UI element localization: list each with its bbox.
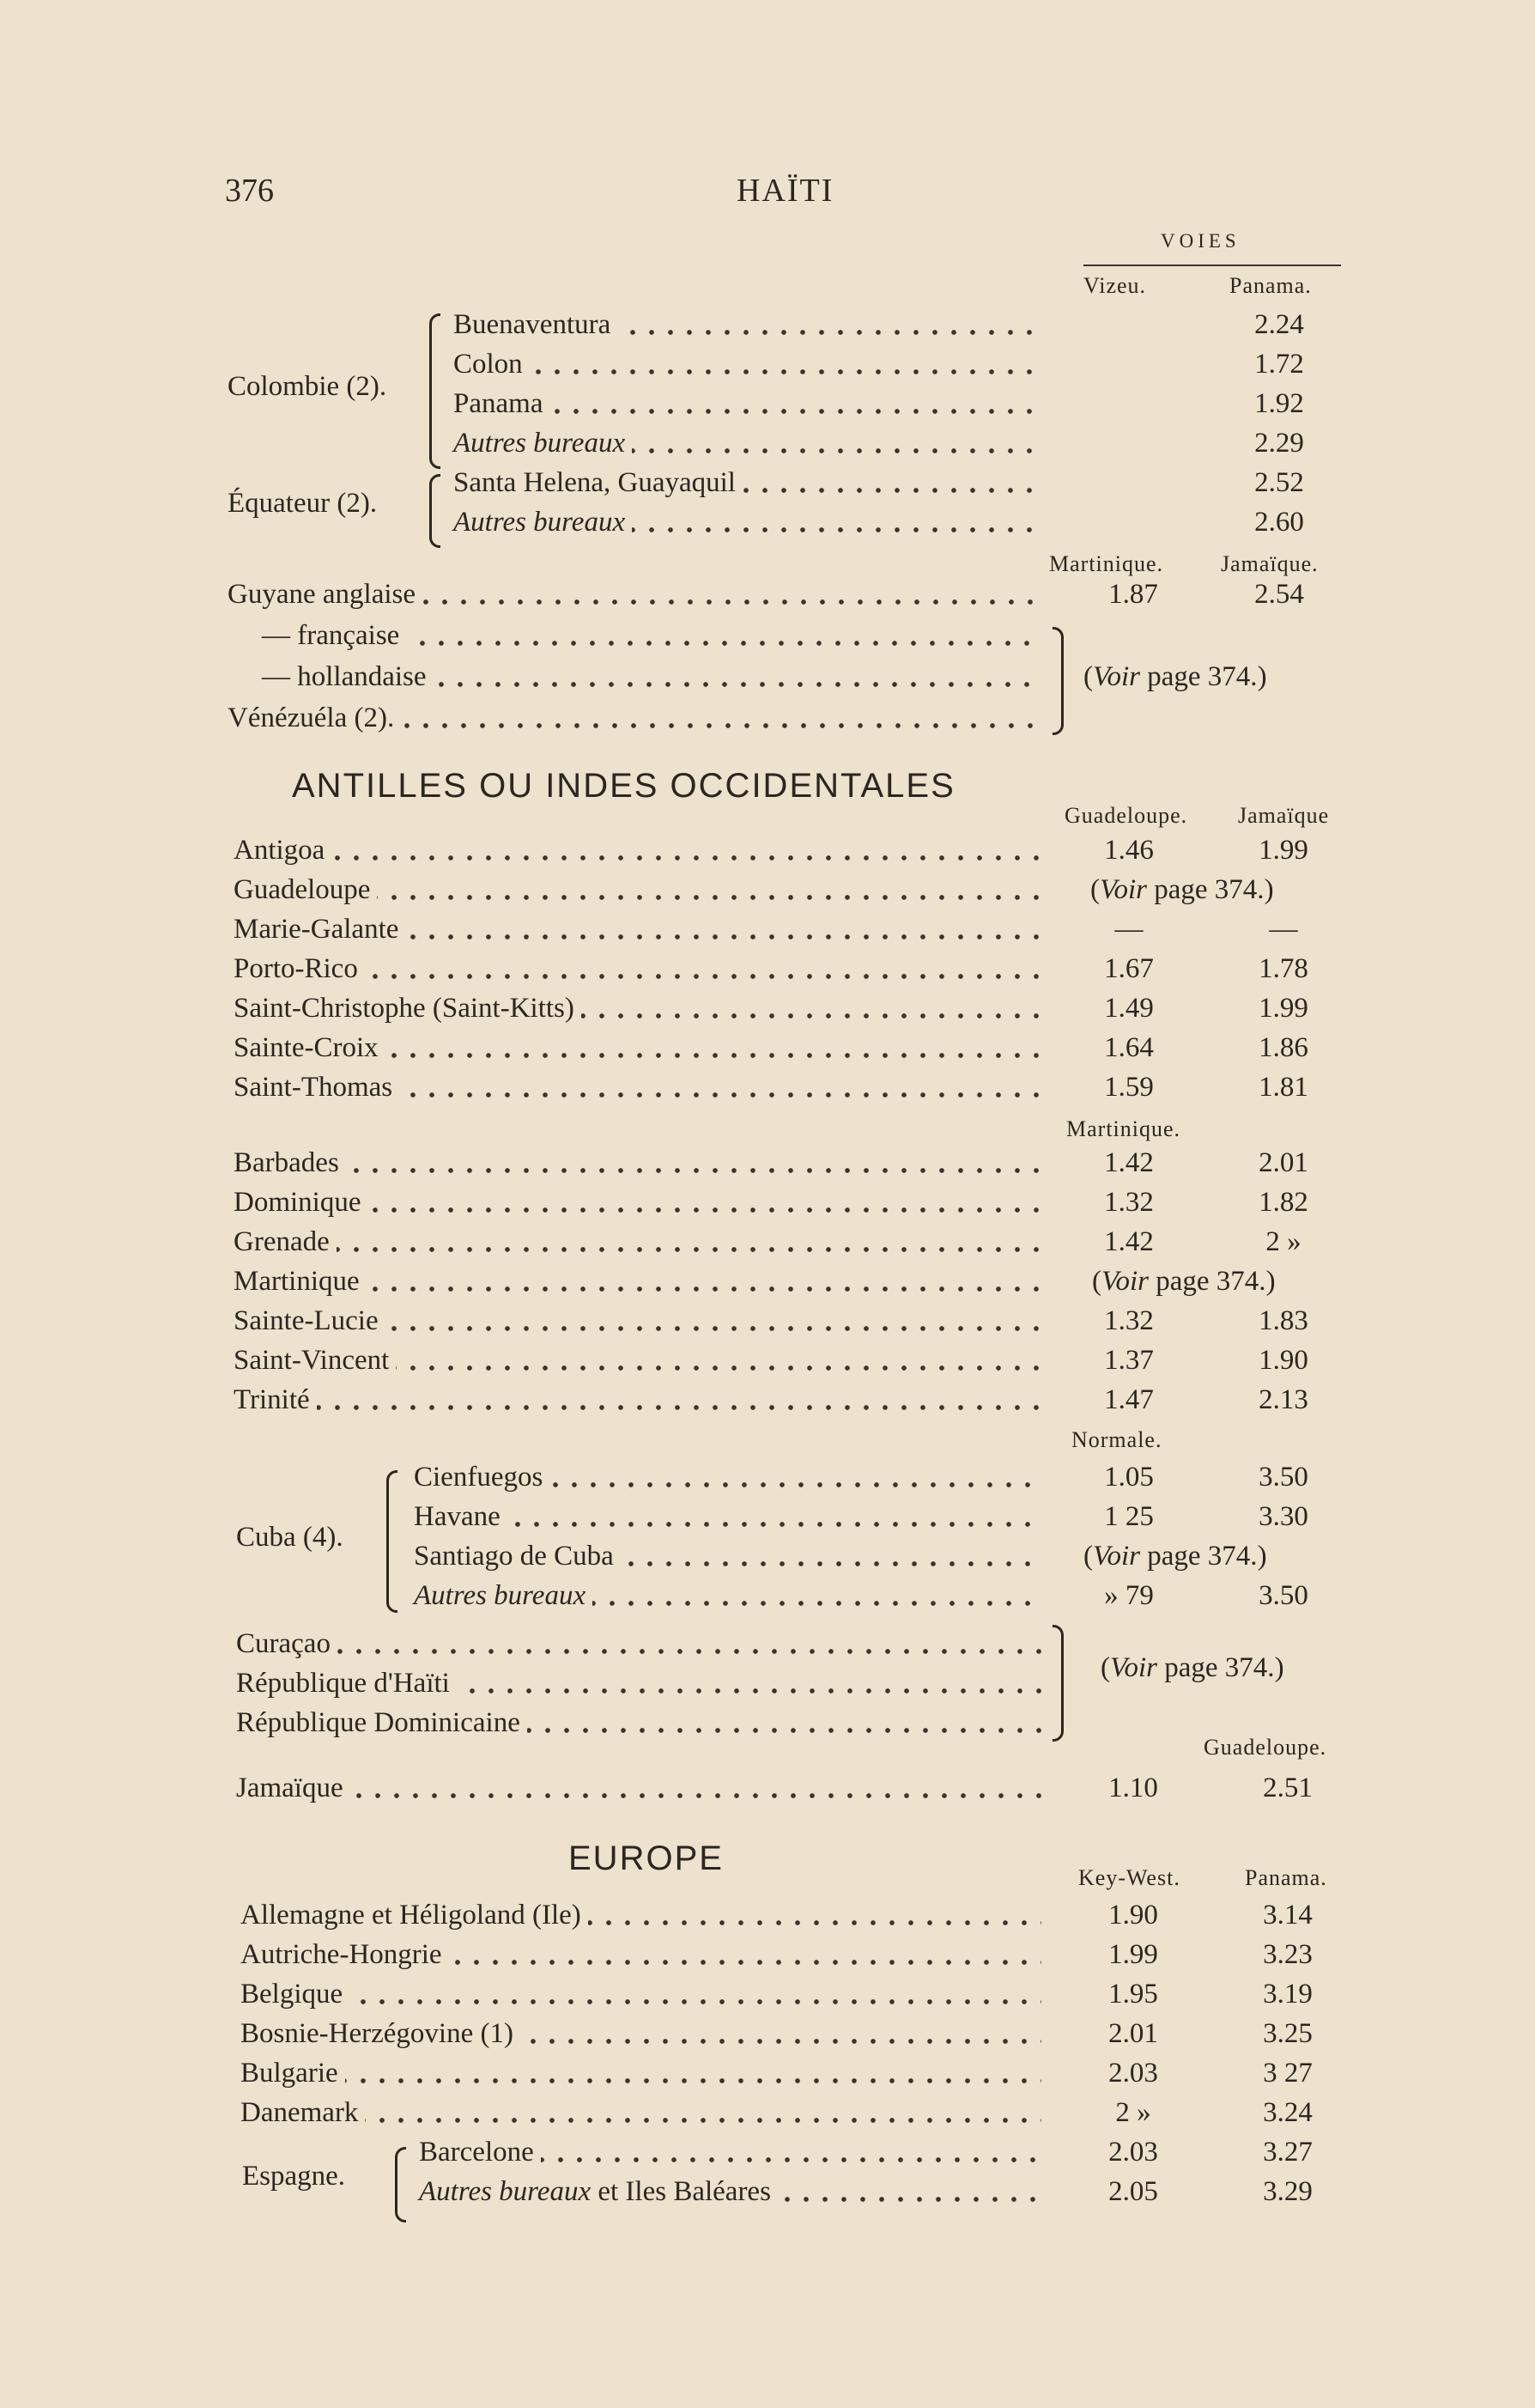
value-cell: 1.90 (1108, 1900, 1158, 1931)
section-title-europe: EUROPE (568, 1839, 724, 1877)
table-row: République d'Haïti (236, 1668, 1041, 1700)
brace-colombie (429, 313, 440, 469)
value-cell: 1.64 (1104, 1032, 1154, 1063)
table-row: Porto-Rico (234, 953, 1041, 985)
value-cell: 2 » (1265, 1226, 1301, 1257)
value-cell: 3.19 (1263, 1979, 1313, 2010)
table-row: Sainte-Croix (234, 1032, 1041, 1064)
table-row: Saint-Thomas (234, 1072, 1041, 1104)
value-cell: 2.24 (1254, 309, 1304, 340)
col-head-guadeloupe: Guadeloupe. (1204, 1735, 1327, 1760)
col-head-guadeloupe: Guadeloupe. (1065, 803, 1188, 828)
voir-reference: (Voir page 374.) (1092, 1266, 1276, 1297)
value-cell: 3.24 (1263, 2097, 1313, 2128)
voies-label: VOIES (1161, 230, 1241, 252)
value-cell: — (1269, 914, 1298, 945)
value-cell: — (1114, 914, 1144, 945)
table-row: Trinité (234, 1384, 1041, 1416)
table-row: Marie-Galante (234, 914, 1041, 946)
col-head-jamaique: Jamaïque. (1221, 551, 1319, 576)
value-cell: 2.01 (1259, 1147, 1308, 1178)
value-cell: 1.87 (1108, 579, 1158, 610)
voir-reference: (Voir page 374.) (1083, 661, 1267, 692)
table-row: Grenade (234, 1226, 1041, 1258)
brace-cuba (386, 1470, 397, 1613)
value-cell: 2.54 (1254, 579, 1304, 610)
table-row: Cienfuegos (414, 1462, 1041, 1493)
country-colombie: Colombie (2). (228, 371, 387, 402)
value-cell: 3.27 (1263, 2137, 1313, 2168)
value-cell: 1.99 (1108, 1939, 1158, 1970)
col-head-panama: Panama. (1229, 273, 1312, 298)
table-row: Autres bureaux et Iles Baléares (419, 2176, 1041, 2208)
value-cell: 1.37 (1104, 1345, 1154, 1376)
value-cell: 2.03 (1108, 2137, 1158, 2168)
table-row: Allemagne et Héligoland (Ile) (240, 1900, 1041, 1931)
table-row: Guadeloupe (234, 874, 1041, 906)
value-cell: 1.10 (1108, 1773, 1158, 1803)
country-espagne: Espagne. (242, 2161, 346, 2192)
value-cell: 2.60 (1254, 507, 1304, 538)
table-row: Sainte-Lucie (234, 1305, 1041, 1337)
table-row: Jamaïque (236, 1773, 1041, 1804)
value-cell: 2.29 (1254, 428, 1304, 459)
brace-guyane (1053, 627, 1064, 735)
value-cell: 3.23 (1263, 1939, 1313, 1970)
value-cell: 1.49 (1104, 993, 1154, 1024)
value-cell: 1.78 (1259, 953, 1308, 984)
table-row: République Dominicaine (236, 1707, 1041, 1739)
table-row: Autriche-Hongrie (240, 1939, 1041, 1971)
table-row: Bosnie-Herzégovine (1) (240, 2018, 1041, 2050)
col-head-martinique: Martinique. (1049, 551, 1164, 576)
value-cell: 1.86 (1259, 1032, 1308, 1063)
value-cell: 1.47 (1104, 1384, 1154, 1415)
value-cell: 2.03 (1108, 2058, 1158, 2089)
value-cell: 2.13 (1259, 1384, 1308, 1415)
value-cell: 1.99 (1259, 835, 1308, 866)
brace-curacao (1053, 1625, 1064, 1742)
table-row: Autres bureaux (453, 507, 1041, 538)
col-head-martinique: Martinique. (1066, 1116, 1181, 1141)
col-head-jamaique: Jamaïque (1238, 803, 1330, 828)
value-cell: 1.82 (1259, 1187, 1308, 1218)
table-row: Martinique (234, 1266, 1041, 1298)
value-cell: 3.29 (1263, 2176, 1313, 2207)
col-head-normale: Normale. (1071, 1427, 1162, 1452)
value-cell: 2.51 (1263, 1773, 1313, 1803)
value-cell: 1.32 (1104, 1187, 1154, 1218)
table-row: Saint-Christophe (Saint-Kitts) (234, 993, 1041, 1025)
value-cell: 1.81 (1259, 1072, 1308, 1103)
value-cell: 1.67 (1104, 953, 1154, 984)
table-row: Dominique (234, 1187, 1041, 1219)
table-row: — hollandaise (262, 661, 1041, 693)
value-cell: 1 25 (1104, 1501, 1154, 1532)
value-cell: 1.95 (1108, 1979, 1158, 2010)
brace-espagne (395, 2147, 406, 2223)
table-row: — française (262, 620, 1041, 652)
value-cell: 3.25 (1263, 2018, 1313, 2049)
value-cell: 1.46 (1104, 835, 1154, 866)
value-cell: 3.30 (1259, 1501, 1308, 1532)
running-title: HAÏTI (737, 173, 834, 209)
value-cell: 1.92 (1254, 388, 1304, 419)
country-cuba: Cuba (4). (236, 1522, 343, 1553)
table-row: Barcelone (419, 2137, 1041, 2168)
table-row: Panama (453, 388, 1041, 420)
value-cell: 1.05 (1104, 1462, 1154, 1493)
table-row: Bulgarie (240, 2058, 1041, 2089)
brace-equateur (429, 474, 440, 548)
table-row: Antigoa (234, 835, 1041, 867)
value-cell: 1.42 (1104, 1147, 1154, 1178)
table-row: Danemark (240, 2097, 1041, 2129)
table-row: Buenaventura (453, 309, 1041, 341)
table-row: Colon (453, 349, 1041, 380)
table-row: Santiago de Cuba (414, 1541, 1041, 1572)
table-row: Saint-Vincent (234, 1345, 1041, 1377)
voir-reference: (Voir page 374.) (1101, 1652, 1284, 1683)
value-cell: 3.50 (1259, 1462, 1308, 1493)
table-row: Belgique (240, 1979, 1041, 2010)
table-row: Guyane anglaise (228, 579, 1041, 611)
table-row: Havane (414, 1501, 1041, 1533)
table-row: Autres bureaux (414, 1580, 1041, 1612)
voir-reference: (Voir page 374.) (1090, 874, 1274, 905)
table-row: Curaçao (236, 1628, 1041, 1660)
voir-reference: (Voir page 374.) (1083, 1541, 1267, 1572)
value-cell: 2.01 (1108, 2018, 1158, 2049)
table-row: Santa Helena, Guayaquil (453, 467, 1041, 499)
value-cell: 3 27 (1263, 2058, 1313, 2089)
value-cell: 1.42 (1104, 1226, 1154, 1257)
col-head-vizeu: Vizeu. (1083, 273, 1147, 298)
table-row: Barbades (234, 1147, 1041, 1179)
value-cell: 1.72 (1254, 349, 1304, 380)
value-cell: 2.05 (1108, 2176, 1158, 2207)
value-cell: 1.32 (1104, 1305, 1154, 1336)
voies-rule (1083, 265, 1341, 266)
section-title-antilles: ANTILLES OU INDES OCCIDENTALES (292, 767, 956, 805)
value-cell: 3.14 (1263, 1900, 1313, 1931)
country-equateur: Équateur (2). (228, 488, 378, 519)
page-number: 376 (225, 173, 274, 209)
table-row: Vénézuéla (2). (228, 702, 1041, 734)
table-row: Autres bureaux (453, 428, 1041, 459)
value-cell: 1.83 (1259, 1305, 1308, 1336)
value-cell: 3.50 (1259, 1580, 1308, 1611)
value-cell: 1.90 (1259, 1345, 1308, 1376)
value-cell: 2 » (1115, 2097, 1151, 2128)
value-cell: » 79 (1104, 1580, 1154, 1611)
value-cell: 1.59 (1104, 1072, 1154, 1103)
value-cell: 2.52 (1254, 467, 1304, 498)
value-cell: 1.99 (1259, 993, 1308, 1024)
col-head-panama: Panama. (1245, 1865, 1327, 1890)
col-head-key-west: Key-West. (1078, 1865, 1180, 1890)
